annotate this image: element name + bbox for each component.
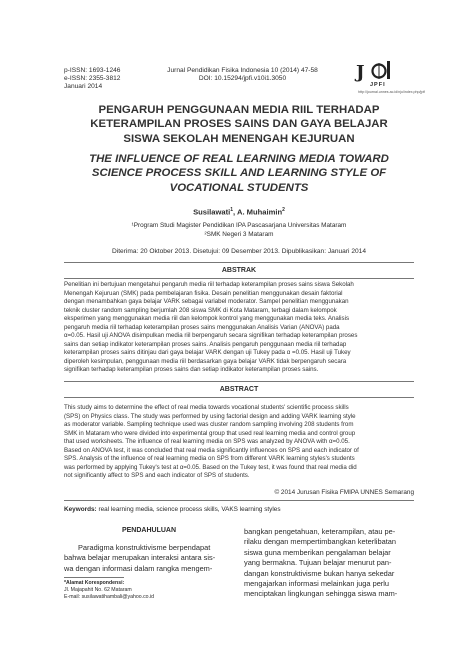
divider (64, 397, 414, 398)
abstract-line: Based on ANOVA test, it was concluded that real media significantly influences on SPS and each indicator of (64, 446, 359, 454)
submission-dates: Diterima: 20 Oktober 2013. Disetujui: 09 Desember 2013. Dipublikasikan: Januari 2014 (112, 248, 366, 255)
divider (64, 262, 414, 263)
footnote-address: Jl. Majapahit No. 62 Mataram (64, 586, 132, 593)
title-id-line: PENGARUH PENGGUNAAN MEDIA RIIL TERHADAP (98, 104, 380, 116)
intro-right-column (244, 527, 414, 600)
title-english (64, 152, 414, 195)
abstrak-heading: ABSTRAK (221, 267, 257, 274)
journal-url[interactable]: http://journal.unnes.ac.id/nju/index.php/jpfi (358, 90, 426, 94)
pissn: p-ISSN: 1693-1246 (64, 67, 121, 74)
abstrak-line: Menengah Kejuruan (SMK) pada pembelajaran fisika. Desain penelitian menggunakan desain faktorial (64, 289, 343, 297)
abstrak-line: pengaruh media riil terhadap keterampilan proses sains menggunakan Analisis Varian (ANOVA) pada (64, 323, 340, 331)
title-id-line: KETERAMPILAN PROSES SAINS DAN GAYA BELAJAR (90, 118, 388, 131)
copyright-notice: © 2014 Jurusan Fisika FMIPA UNNES Semarang (274, 489, 414, 496)
abstract-heading: ABSTRACT (219, 386, 259, 393)
abstract-line: SMK in Mataram who were divided into experimental group that used real learning media and control group (64, 429, 356, 437)
abstrak-line: signifikan terhadap keterampilan proses sains dan setiap indikator keterampilan proses sains. (64, 366, 319, 374)
author-sup: 2 (282, 207, 285, 213)
author-separator: , (233, 207, 237, 217)
abstrak-body (64, 281, 414, 375)
title-id-line: SISWA SEKOLAH MENENGAH KEJURUAN (123, 132, 355, 145)
intro-line: mengajarkan informasi melainkan juga perlu (244, 579, 390, 589)
title-indonesian (64, 103, 414, 146)
affiliations (64, 222, 414, 239)
keywords (64, 506, 414, 513)
affiliation: ¹Program Studi Magister Pendidikan IPA Pascasarjana Universitas Mataram (131, 222, 347, 229)
abstrak-line: α=0.05. Hasil uji ANOVA disimpulkan media riil berpengaruh secara signifikan terhadap keterampilan proses (64, 332, 358, 340)
divider (64, 278, 414, 279)
abstrak-line: diperoleh kesimpulan, penggunaan media riil berdasarkan gaya belajar VARK tidak berpengaruh secara (64, 357, 347, 365)
intro-line: yang bermakna. Tujuan belajar menurut pan- (244, 558, 392, 568)
abstract-line: not significantly affect to SPS and each indicator of SPS of students. (64, 472, 250, 480)
footnote-rule (64, 577, 124, 578)
divider (64, 500, 414, 501)
abstrak-line: teknik cluster random sampling berjumlah 208 siswa SMK di Kota Mataram, terbagi dalam kelompok (64, 306, 337, 314)
abstrak-line: Penelitian ini bertujuan mengetahui pengaruh media riil terhadap keterampilan proses sains siswa Sekolah (64, 281, 354, 288)
abstract-line: SPS. Analysis of the influence of real learning media on SPS from different VARK learning styles's students (64, 455, 355, 463)
title-en-line: VOCATIONAL STUDENTS (169, 181, 309, 194)
abstract-line: (SPS) on Physics class. The study was performed by using factorial design and adding VARK learning style (64, 412, 356, 420)
abstrak-line: keterampilan proses sains ditinjau dari gaya belajar VARK dengan uji Tukey pada α =0.05. Hasil uji Tukey (64, 349, 351, 357)
title-en-line: SCIENCE PROCESS SKILL AND LEARNING STYLE OF (91, 167, 387, 180)
abstract-line: This study aims to determine the effect of real media towards vocational students' scientific process skills (64, 404, 349, 411)
author-name: Susilawati (193, 207, 231, 217)
abstrak-line: eksperimen yang menggunakan media riil dan kelompok kontrol yang menggunakan media teks. Analisis (64, 315, 350, 323)
logo-text: JPFI (370, 82, 386, 88)
footnote-email[interactable]: E-mail: susilawatihambali@yahoo.co.id (64, 593, 155, 600)
doi[interactable]: DOI: 10.15294/jpfi.v10i1.3050 (198, 75, 287, 83)
footnote-heading: *Alamat Korespondensi: (64, 580, 125, 586)
divider (64, 381, 414, 382)
eissn: e-ISSN: 2355-3812 (64, 75, 121, 83)
intro-line: bahwa belajar merupakan interaksi antara sis- (64, 553, 216, 563)
intro-line: rilaku dengan mempertimbangkan keterlibatan (244, 537, 397, 547)
abstract-line: that used worksheets. The influence of real learning media on SPS was analyzed by ANOVA with α=0.05. (64, 438, 350, 446)
intro-line: wa dengan informasi dalam rangka mengem- (64, 563, 213, 573)
intro-line: menciptakan lingkungan sehingga siswa mam- (244, 589, 398, 599)
abstract-line: as moderator variable. Sampling technique used was cluster random sampling involving 208 students from (64, 421, 354, 429)
keywords-label: Keywords: (64, 506, 97, 513)
abstract-body (64, 404, 414, 481)
intro-line: siswa guna memberikan pengalaman belajar (244, 547, 391, 557)
issue-date: Januari 2014 (64, 83, 103, 91)
abstrak-line: sains dan setiap indikator keterampilan proses sains. Analisis pengaruh penggunaan media riil terhadap (64, 340, 347, 348)
intro-line: dangan konstruktivisme bukan hanya sekedar (244, 568, 395, 578)
abstract-line: was performed by applying Tukey's test at α=0.05. Based on the Tukey test, it was found that real media did (64, 463, 357, 471)
author-name: A. Muhaimin (236, 207, 283, 217)
correspondence-footnote (64, 580, 234, 600)
section-heading-pendahuluan: PENDAHULUAN (121, 527, 177, 534)
intro-left-column (64, 543, 234, 574)
author-sup: 1 (230, 207, 234, 213)
svg-text:J: J (356, 62, 365, 83)
intro-line: bangkan pengetahuan, keterampilan, atau pe- (244, 527, 396, 536)
journal-citation (155, 67, 330, 83)
title-en-line: THE INFLUENCE OF REAL LEARNING MEDIA TOWARD (89, 153, 389, 165)
intro-line: Paradigma konstruktivisme berpendapat (78, 543, 211, 552)
keywords-text: real learning media, science process skills, VAKS learning styles (96, 506, 281, 513)
journal-issn-block (64, 67, 120, 92)
jpfi-logo (352, 58, 414, 94)
affiliation: ²SMK Negeri 3 Mataram (204, 230, 274, 238)
abstrak-line: dengan menambahkan gaya belajar VARK sebagai variabel moderator. Sampel penelitian menggunakan (64, 298, 349, 306)
author-list (64, 207, 414, 217)
journal-name: Jurnal Pendidikan Fisika Indonesia 10 (2014) 47-58 (167, 67, 318, 74)
